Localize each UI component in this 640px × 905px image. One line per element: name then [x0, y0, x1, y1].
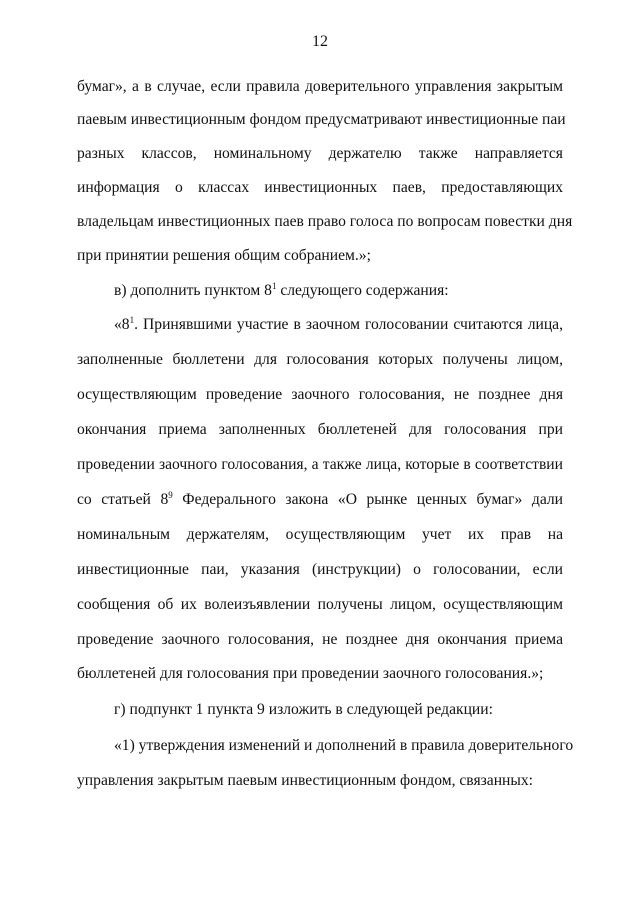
- text-line: проведении заочного голосования, а также лица, которые в соответствии: [77, 456, 563, 473]
- text-line: информация о классах инвестиционных паев, предоставляющих: [77, 179, 563, 196]
- text-line: бумаг», а в случае, если правила доверительного управления закрытым: [77, 78, 563, 95]
- text-line: «$8^1$. Принявшими участие в заочном голосовании считаются лица,: [114, 315, 563, 333]
- text-line: инвестиционные паи, указания (инструкции) о голосовании, если: [77, 561, 563, 578]
- text-line: осуществляющим проведение заочного голосования, не позднее дня: [77, 386, 563, 403]
- superscript: 1: [129, 315, 135, 325]
- text-line: номинальным держателям, осуществляющим учет их прав на: [77, 526, 563, 543]
- text-line: заполненные бюллетени для голосования которых получены лицом,: [77, 351, 563, 368]
- superscript: 1: [271, 281, 277, 291]
- superscript: 9: [168, 490, 173, 500]
- page-number: 12: [312, 33, 328, 50]
- text-line: при принятии решения общим собранием.»;: [77, 247, 371, 264]
- text-line: владельцам инвестиционных паев право голоса по вопросам повестки дня: [77, 213, 573, 230]
- text-line: бюллетеней для голосования при проведении заочного голосования.»;: [77, 665, 544, 682]
- text-line: «1) утверждения изменений и дополнений в правила доверительного: [114, 737, 574, 754]
- text-line: управления закрытым паевым инвестиционным фондом, связанных:: [77, 772, 534, 789]
- text-line: окончания приема заполненных бюллетеней для голосования при: [77, 421, 563, 438]
- text-line: в) дополнить пунктом $8^1$ следующего содержания:: [114, 281, 449, 299]
- text-line: паевым инвестиционным фондом предусматривают инвестиционные паи: [77, 111, 566, 128]
- text-line: разных классов, номинальному держателю также направляется: [77, 145, 563, 162]
- text-line: г) подпункт 1 пункта 9 изложить в следующей редакции:: [114, 701, 493, 718]
- text-line: со статьей $8^9$ Федерального закона «О рынке ценных бумаг» дали: [77, 490, 564, 508]
- text-line: проведение заочного голосования, не позднее дня окончания приема: [77, 631, 563, 648]
- text-line: сообщения об их волеизъявлении получены лицом, осуществляющим: [77, 596, 563, 613]
